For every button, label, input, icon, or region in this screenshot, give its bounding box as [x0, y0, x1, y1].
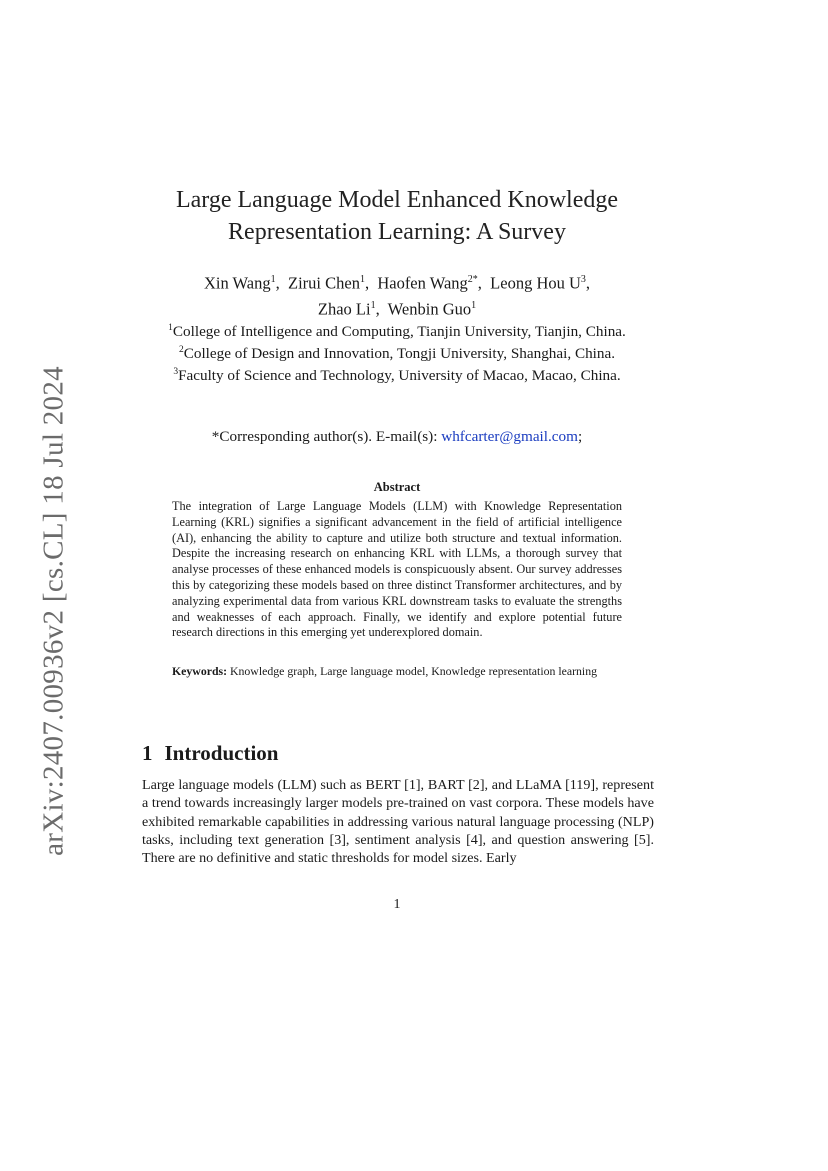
author-sup: 3	[580, 274, 586, 285]
title-line: Representation Learning: A Survey	[228, 219, 566, 245]
affiliation	[145, 319, 649, 341]
arxiv-side-label: arXiv:2407.00936v2 [cs.CL] 18 Jul 2024	[37, 366, 70, 856]
author-sup: 1	[270, 274, 276, 285]
corresponding-author	[150, 428, 644, 446]
author-line: Zhao Li$^1$, Wenbin Guo$^1$	[317, 299, 477, 318]
affiliation-text: Faculty of Science and Technology, University of Macao, Macao, China.	[178, 367, 621, 385]
keywords	[172, 664, 622, 678]
author-list	[150, 269, 644, 320]
keywords-text: Knowledge graph, Large language model, Knowledge representation learning	[227, 664, 597, 678]
email-link[interactable]: whfcarter@gmail.com	[441, 428, 578, 445]
title-line: Large Language Model Enhanced Knowledge	[175, 187, 619, 213]
affiliation-list	[145, 319, 649, 385]
affiliation-sup: 3	[173, 367, 179, 378]
author-name: Haofen Wang	[377, 273, 468, 293]
corresponding-prefix: *Corresponding author(s). E-mail(s):	[211, 428, 442, 445]
abstract-text: The integration of Large Language Models (LLM) with Knowledge Representation Learning (KRL) signifies a significant advancement in the field of artificial intelligence (AI), enhancing the ability to capture and utilize both structure and textual information. Despite the increasing research on enhancing KRL with LLMs, a thorough survey that analyse processes of these enhanced models is conspicuously absent. Our survey addresses this by categorizing these models based on three distinct Transformer architectures, and by analyzing experimental data from various KRL downstream tasks to evaluate the strengths and weaknesses of each approach. Finally, we identify and explore potential future research directions in this emerging yet underexplored domain.	[172, 499, 622, 640]
author-name: Leong Hou U	[490, 273, 581, 293]
affiliation-text: College of Intelligence and Computing, Tianjin University, Tianjin, China.	[172, 323, 626, 341]
paper-title	[150, 184, 644, 248]
author-line: Xin Wang$^1$, Zirui Chen$^1$, Haofen Wang$^{2*}$, Leong Hou $U^3$,	[203, 273, 591, 293]
author-name: Zhao Li	[317, 299, 371, 318]
section-number: 1	[142, 741, 153, 765]
author-sup: 1	[359, 274, 365, 285]
section-title: Introduction	[164, 741, 279, 765]
intro-paragraph: Large language models (LLM) such as BERT [1], BART [2], and LLaMA [119], represent a trend towards increasingly larger models pre-trained on vast corpora. These models have exhibited remarkable capabilities in addressing various natural language processing (NLP) tasks, including text generation [3], sentiment analysis [4], and question answering [5]. There are no definitive and static thresholds for model sizes. Early	[142, 777, 654, 867]
section-heading	[142, 741, 278, 766]
author-sup: 1	[471, 299, 477, 311]
affiliation-sup: 1	[168, 323, 173, 333]
corresponding-suffix: ;	[577, 428, 583, 445]
author-name: Wenbin Guo	[387, 299, 472, 318]
affiliation	[145, 341, 649, 363]
abstract-heading: Abstract	[373, 480, 421, 494]
author-name: Zirui Chen	[288, 273, 360, 293]
keywords-label: Keywords:	[172, 664, 228, 678]
page-number: 1	[393, 897, 401, 912]
author-name: Xin Wang	[203, 273, 271, 293]
affiliation-text: College of Design and Innovation, Tongji University, Shanghai, China.	[183, 345, 616, 363]
author-sup: 2*	[467, 274, 478, 285]
author-sup: 1	[370, 299, 376, 311]
affiliation-sup: 2	[178, 345, 184, 356]
affiliation	[145, 363, 649, 385]
